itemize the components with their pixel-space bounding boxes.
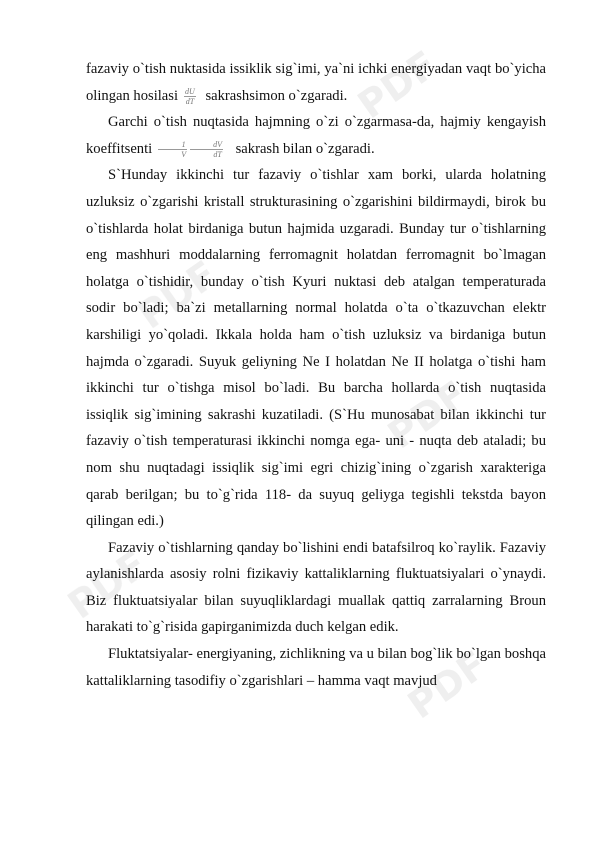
watermark-text: PDF (349, 42, 446, 128)
paragraph-5: Fluktatsiyalar- energiyaning, zichlikning va u bilan bog`lik bo`lgan boshqa kattaliklarning tasodifiy o`zgarishlari – hamma vaqt mavjud (86, 646, 546, 689)
watermark-text: PDF (129, 252, 226, 338)
paragraph-2-text: Garchi o`tish nuqtasida hajmning o`zi o`zgarmasa-da, hajmiy kengayish koeffitsenti (86, 114, 546, 157)
formula-expansion-coefficient: $\frac{1}{V}$ $\frac{dV}{dT}$ (158, 140, 226, 159)
watermark-text: PDF (399, 642, 496, 728)
paragraph-4: Fazaviy o`tishlarning qanday bo`lishini endi batafsilroq ko`raylik. Fazaviy aylanishlarda asosiy rolni fizikaviy kattaliklarning fluktuatsiyalari o`ynaydi. Biz fluktuatsiyalar bilan suyuqliklardagi muallak qattiq zarralarning Broun harakati to`g`risida gapirganimizda duch kelgan edik. (86, 539, 546, 636)
paragraph-1 (86, 56, 546, 109)
paragraph-2 (86, 109, 546, 162)
paragraph-1-text: fazaviy o`tish nuktasida issiklik sig`imi, ya`ni ichki energiyadan vaqt bo`yicha olingan hosilasi (86, 61, 546, 104)
watermark-text: PDF (59, 542, 156, 628)
formula-du-dt: $\frac{dU}{dT}$ (185, 86, 195, 106)
paragraph-1-tail: sakrashsimon o`zgaradi. (201, 87, 348, 104)
paragraph-3: S`Hunday ikkinchi tur fazaviy o`tishlar xam borki, ularda holatning uzluksiz o`zgarishi kristall strukturasining o`zgarishini bildirmaydi, birok bu o`tishlarda holat birdaniga butun hajmida uzgaradi. Bunday tur o`tishlarning eng mashhuri moddalarning ferromagnit holatdan ferromagnit bo`lmagan holatga o`tishidir, bunday o`tish Kyuri nuktasi deb atalgan temperaturada sodir bo`ladi; ba`zi metallarning normal holatda o`ta o`tkazuvchan elektr karshiligi yo`qoladi. Ikkala holda ham o`tish uzluksiz va birdaniga butun hajmda o`zgaradi. Suyuk geliyning Ne I holatdan Ne II holatga o`tishi ham ikkinchi tur o`tishga misol bo`ladi. Bu barcha hollarda o`tish nuqtasida issiqlik sig`imining sakrashi kuzatiladi. (S`Hu munosabat bilan ikkinchi tur fazaviy o`tish temperaturasi ikkinchi nomga ega- uni - nuqta deb ataladi; bu nom shu nuqtadagi issiqlik sig`imi egri chizig`ining o`zgarish xarakteriga qarab berilgan; bu to`g`rida 118- da suyuq geliyga tegishli tekstda bayon qilingan edi.) (86, 167, 546, 530)
paragraph-2-tail: sakrash bilan o`zgaradi. (231, 140, 375, 157)
body-text (86, 56, 546, 694)
watermark-text: PDF (379, 372, 476, 458)
